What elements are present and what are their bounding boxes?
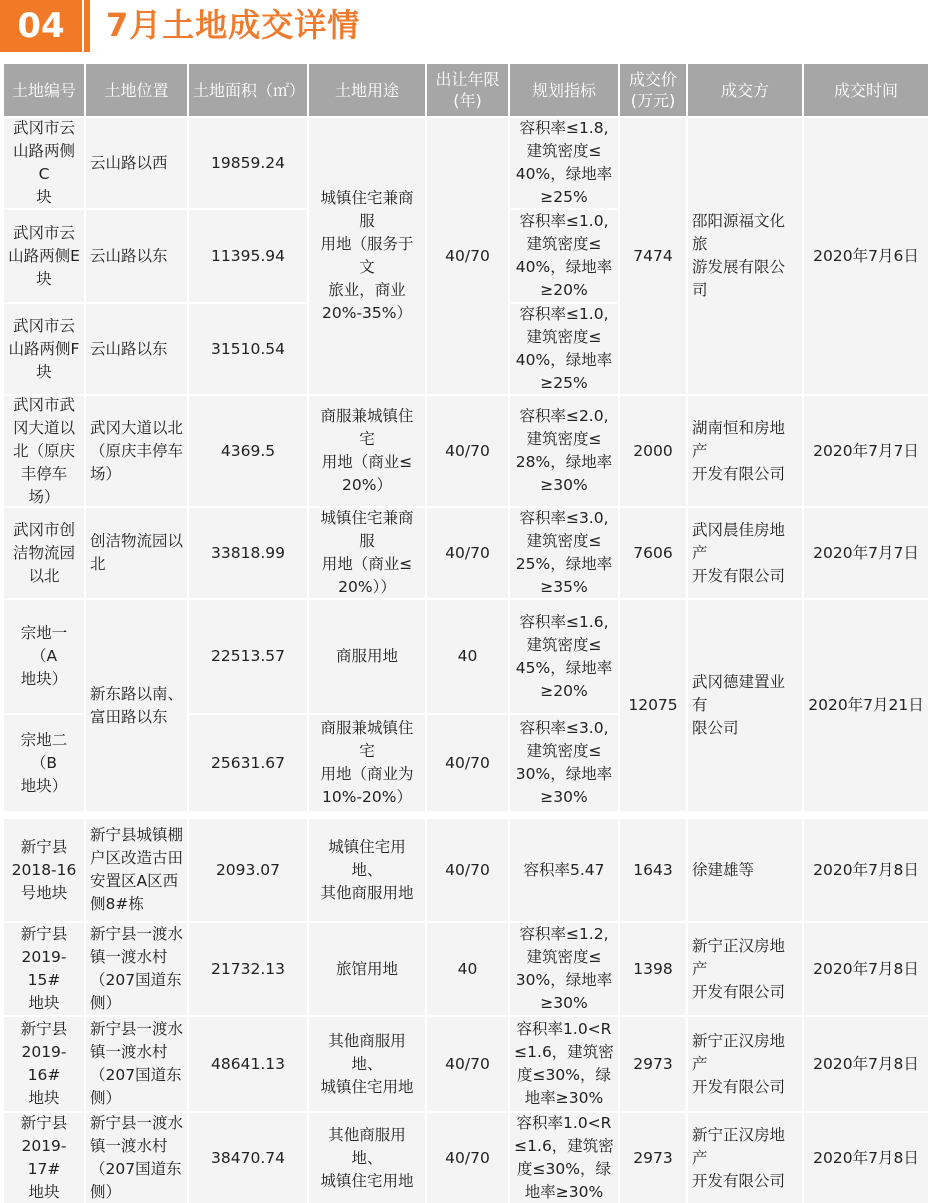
cell-use <box>309 1113 425 1203</box>
cell-price <box>620 396 686 506</box>
section-header <box>0 0 932 60</box>
cell-indicator <box>510 715 618 811</box>
cell-use-text: 商服用地 <box>335 647 398 665</box>
cell-buyer <box>688 396 802 506</box>
cell-buyer-text: 湖南恒和房地产 开发有限公司 <box>692 418 786 483</box>
cell-buyer-text: 新宁正汉房地产 开发有限公司 <box>692 1031 786 1096</box>
cell-buyer <box>688 1017 802 1111</box>
cell-price <box>620 1113 686 1203</box>
cell-land-id-text: 武冈市云 山路两侧E 块 <box>8 223 80 288</box>
section-number: 04 <box>0 0 82 52</box>
cell-land-id-text: 新宁县 2019-15# 地块 <box>20 925 68 1012</box>
cell-area-text: 25631.67 <box>211 753 285 772</box>
cell-indicator-text: 容积率≤1.0, 建筑密度≤ 40%，绿地率 ≥20% <box>515 212 613 299</box>
cell-location-text: 云山路以东 <box>90 339 168 358</box>
cell-indicator-text: 容积率1.0<R ≤1.6，建筑密 度≤30%，绿 地率≥30% <box>514 1114 614 1201</box>
cell-location-text: 新宁县一渡水 镇一渡水村 （207国道东 侧） <box>90 1020 184 1107</box>
cell-land-id <box>4 304 84 394</box>
cell-location-text: 新宁县一渡水 镇一渡水村 （207国道东 侧） <box>90 925 184 1012</box>
cell-area <box>189 508 307 598</box>
cell-use <box>309 118 425 394</box>
cell-indicator <box>510 1017 618 1111</box>
column-header-term-text: 出让年限 (年) <box>435 70 500 110</box>
cell-date <box>804 1113 928 1203</box>
cell-indicator-text: 容积率≤1.2, 建筑密度≤ 30%，绿地率 ≥30% <box>515 925 613 1012</box>
cell-location <box>86 210 187 302</box>
cell-date <box>804 508 928 598</box>
cell-location <box>86 118 187 208</box>
cell-area-text: 4369.5 <box>220 441 276 460</box>
cell-location-text: 武冈大道以北 （原庆丰停车 场） <box>90 418 184 483</box>
cell-area <box>189 1113 307 1203</box>
cell-term <box>427 600 508 713</box>
cell-land-id <box>4 210 84 302</box>
column-header-price-text: 成交价 (万元) <box>628 70 677 110</box>
cell-price <box>620 923 686 1015</box>
cell-use-text: 城镇住宅兼商服 用地（商业≤ 20%）） <box>320 509 414 596</box>
cell-indicator-text: 容积率5.47 <box>523 860 605 879</box>
cell-area-text: 38470.74 <box>211 1148 285 1167</box>
cell-use-text: 城镇住宅兼商服 用地（服务于文 旅业，商业 20%-35%） <box>320 189 414 322</box>
cell-indicator <box>510 923 618 1015</box>
cell-location <box>86 923 187 1015</box>
cell-area-text: 33818.99 <box>211 543 285 562</box>
cell-price-text: 1398 <box>633 959 673 978</box>
cell-term-text: 40/70 <box>445 860 490 879</box>
cell-location-text: 新宁县城镇棚 户区改造古田 安置区A区西 侧8#栋 <box>90 826 184 913</box>
column-header-land-id <box>4 64 84 116</box>
cell-area <box>189 1017 307 1111</box>
cell-area <box>189 210 307 302</box>
cell-location <box>86 1017 187 1111</box>
cell-location-text: 创洁物流园以 北 <box>90 532 184 573</box>
cell-area-text: 19859.24 <box>211 153 285 172</box>
cell-date <box>804 600 928 811</box>
cell-use <box>309 600 425 713</box>
cell-land-id-text: 武冈市云 山路两侧C 块 <box>12 119 75 206</box>
cell-land-id-text: 武冈市云 山路两侧F 块 <box>8 316 80 381</box>
cell-location-text: 云山路以西 <box>90 153 168 172</box>
cell-land-id <box>4 715 84 811</box>
cell-term <box>427 508 508 598</box>
cell-indicator-text: 容积率≤1.8, 建筑密度≤ 40%，绿地率 ≥25% <box>515 119 613 206</box>
cell-area <box>189 923 307 1015</box>
cell-buyer <box>688 118 802 394</box>
column-header-buyer <box>688 64 802 116</box>
cell-indicator <box>510 508 618 598</box>
cell-area-text: 22513.57 <box>211 647 285 665</box>
column-header-date <box>804 64 928 116</box>
cell-date <box>804 396 928 506</box>
cell-term-text: 40/70 <box>445 543 490 562</box>
cell-buyer-text: 邵阳源福文化旅 游发展有限公司 <box>692 212 786 299</box>
cell-land-id-text: 武冈市武 冈大道以 北（原庆 丰停车 场） <box>12 396 75 506</box>
cell-location <box>86 304 187 394</box>
cell-date-text: 2020年7月7日 <box>813 543 919 562</box>
cell-indicator <box>510 600 618 713</box>
cell-term <box>427 118 508 394</box>
cell-price <box>620 600 686 811</box>
cell-term-text: 40 <box>457 959 478 978</box>
cell-location <box>86 600 187 811</box>
column-header-price <box>620 64 686 116</box>
cell-price-text: 2973 <box>633 1148 673 1167</box>
cell-use <box>309 819 425 921</box>
cell-area-text: 21732.13 <box>211 959 285 978</box>
cell-use-text: 其他商服用地、 城镇住宅用地 <box>320 1031 414 1096</box>
cell-price-text: 1643 <box>633 860 673 879</box>
cell-indicator-text: 容积率≤1.0, 建筑密度≤ 40%，绿地率 ≥25% <box>515 305 613 392</box>
cell-price <box>620 508 686 598</box>
cell-land-id <box>4 819 84 921</box>
cell-price-text: 7606 <box>633 543 673 562</box>
cell-term-text: 40/70 <box>445 753 490 772</box>
cell-term <box>427 715 508 811</box>
cell-use <box>309 923 425 1015</box>
cell-use-text: 旅馆用地 <box>335 959 398 978</box>
cell-term-text: 40/70 <box>445 246 490 265</box>
cell-date-text: 2020年7月8日 <box>813 959 919 978</box>
cell-buyer <box>688 923 802 1015</box>
cell-area <box>189 600 307 713</box>
cell-date-text: 2020年7月7日 <box>813 441 919 460</box>
cell-land-id-text: 新宁县 2019-16# 地块 <box>20 1020 68 1107</box>
cell-use <box>309 1017 425 1111</box>
cell-land-id <box>4 1017 84 1111</box>
cell-land-id-text: 新宁县 2019-17# 地块 <box>20 1114 68 1201</box>
cell-area <box>189 118 307 208</box>
cell-term <box>427 819 508 921</box>
cell-date <box>804 923 928 1015</box>
column-header-area <box>189 64 307 116</box>
cell-term <box>427 1017 508 1111</box>
cell-price <box>620 819 686 921</box>
column-header-buyer-text: 成交方 <box>720 80 769 100</box>
cell-buyer-text: 武冈晨佳房地产 开发有限公司 <box>692 520 786 585</box>
cell-indicator <box>510 1113 618 1203</box>
cell-buyer <box>688 1113 802 1203</box>
cell-use <box>309 715 425 811</box>
cell-indicator-text: 容积率1.0<R ≤1.6，建筑密 度≤30%，绿 地率≥30% <box>514 1020 614 1107</box>
cell-indicator <box>510 396 618 506</box>
cell-indicator <box>510 819 618 921</box>
column-header-use-text: 土地用途 <box>334 80 399 100</box>
column-header-location <box>86 64 187 116</box>
cell-buyer-text: 新宁正汉房地产 开发有限公司 <box>692 1125 786 1190</box>
cell-use-text: 商服兼城镇住宅 用地（商业为 10%-20%） <box>320 719 414 806</box>
section-title: 7月土地成交详情 <box>106 6 361 44</box>
cell-area-text: 11395.94 <box>211 246 285 265</box>
cell-date-text: 2020年7月21日 <box>808 696 924 714</box>
cell-term-text: 40/70 <box>445 441 490 460</box>
column-header-indicator <box>510 64 618 116</box>
column-header-area-text: 土地面积（㎡） <box>193 80 306 100</box>
cell-location <box>86 396 187 506</box>
cell-land-id <box>4 118 84 208</box>
cell-indicator <box>510 210 618 302</box>
cell-indicator <box>510 118 618 208</box>
cell-price-text: 12075 <box>628 696 678 714</box>
cell-term-text: 40/70 <box>445 1148 490 1167</box>
column-header-term <box>427 64 508 116</box>
cell-land-id-text: 新宁县 2018-16 号地块 <box>11 837 77 902</box>
cell-price-text: 7474 <box>633 246 673 265</box>
cell-location <box>86 1113 187 1203</box>
cell-area-text: 48641.13 <box>211 1054 285 1073</box>
cell-land-id <box>4 923 84 1015</box>
cell-area <box>189 396 307 506</box>
cell-indicator <box>510 304 618 394</box>
cell-location-text: 新宁县一渡水 镇一渡水村 （207国道东 侧） <box>90 1114 184 1201</box>
cell-land-id-text: 宗地一（A 地块） <box>20 624 68 688</box>
column-header-use <box>309 64 425 116</box>
cell-use <box>309 508 425 598</box>
cell-location <box>86 819 187 921</box>
cell-use-text: 其他商服用地、 城镇住宅用地 <box>320 1125 414 1190</box>
cell-term <box>427 396 508 506</box>
cell-buyer <box>688 600 802 811</box>
cell-land-id <box>4 600 84 713</box>
cell-buyer-text: 武冈德建置业有 限公司 <box>692 673 786 737</box>
cell-term <box>427 923 508 1015</box>
cell-area <box>189 304 307 394</box>
cell-area <box>189 819 307 921</box>
cell-location <box>86 508 187 598</box>
column-header-date-text: 成交时间 <box>833 80 898 100</box>
cell-term <box>427 1113 508 1203</box>
cell-buyer <box>688 508 802 598</box>
cell-area <box>189 715 307 811</box>
cell-land-id-text: 宗地二（B 地块） <box>20 730 68 795</box>
cell-price <box>620 1017 686 1111</box>
cell-indicator-text: 容积率≤1.6, 建筑密度≤ 45%，绿地率 ≥20% <box>515 612 613 700</box>
cell-indicator-text: 容积率≤2.0, 建筑密度≤ 28%，绿地率 ≥30% <box>515 407 613 494</box>
cell-use-text: 商服兼城镇住宅 用地（商业≤ 20%） <box>320 407 414 494</box>
cell-date <box>804 819 928 921</box>
cell-term-text: 40 <box>457 647 478 665</box>
cell-date <box>804 1017 928 1111</box>
cell-area-text: 31510.54 <box>211 339 285 358</box>
cell-buyer-text: 徐建雄等 <box>692 860 755 879</box>
cell-date-text: 2020年7月8日 <box>813 860 919 879</box>
section-accent-bar <box>84 0 90 52</box>
cell-buyer-text: 新宁正汉房地产 开发有限公司 <box>692 936 786 1001</box>
cell-land-id <box>4 396 84 506</box>
cell-use-text: 城镇住宅用地、 其他商服用地 <box>320 837 414 902</box>
cell-location-text: 新东路以南、 富田路以东 <box>90 684 184 726</box>
cell-use <box>309 396 425 506</box>
cell-date <box>804 118 928 394</box>
column-header-indicator-text: 规划指标 <box>531 80 596 100</box>
cell-price <box>620 118 686 394</box>
cell-date-text: 2020年7月6日 <box>813 246 919 265</box>
cell-price-text: 2973 <box>633 1054 673 1073</box>
cell-location-text: 云山路以东 <box>90 246 168 265</box>
column-header-land-id-text: 土地编号 <box>11 80 76 100</box>
cell-price-text: 2000 <box>633 441 673 460</box>
cell-indicator-text: 容积率≤3.0, 建筑密度≤ 25%，绿地率 ≥35% <box>515 509 613 596</box>
cell-area-text: 2093.07 <box>215 860 281 879</box>
cell-land-id <box>4 508 84 598</box>
cell-land-id <box>4 1113 84 1203</box>
cell-indicator-text: 容积率≤3.0, 建筑密度≤ 30%，绿地率 ≥30% <box>515 719 613 806</box>
cell-term-text: 40/70 <box>445 1054 490 1073</box>
cell-land-id-text: 武冈市创 洁物流园 以北 <box>12 520 75 585</box>
cell-date-text: 2020年7月8日 <box>813 1148 919 1167</box>
cell-buyer <box>688 819 802 921</box>
cell-date-text: 2020年7月8日 <box>813 1054 919 1073</box>
column-header-location-text: 土地位置 <box>104 80 169 100</box>
